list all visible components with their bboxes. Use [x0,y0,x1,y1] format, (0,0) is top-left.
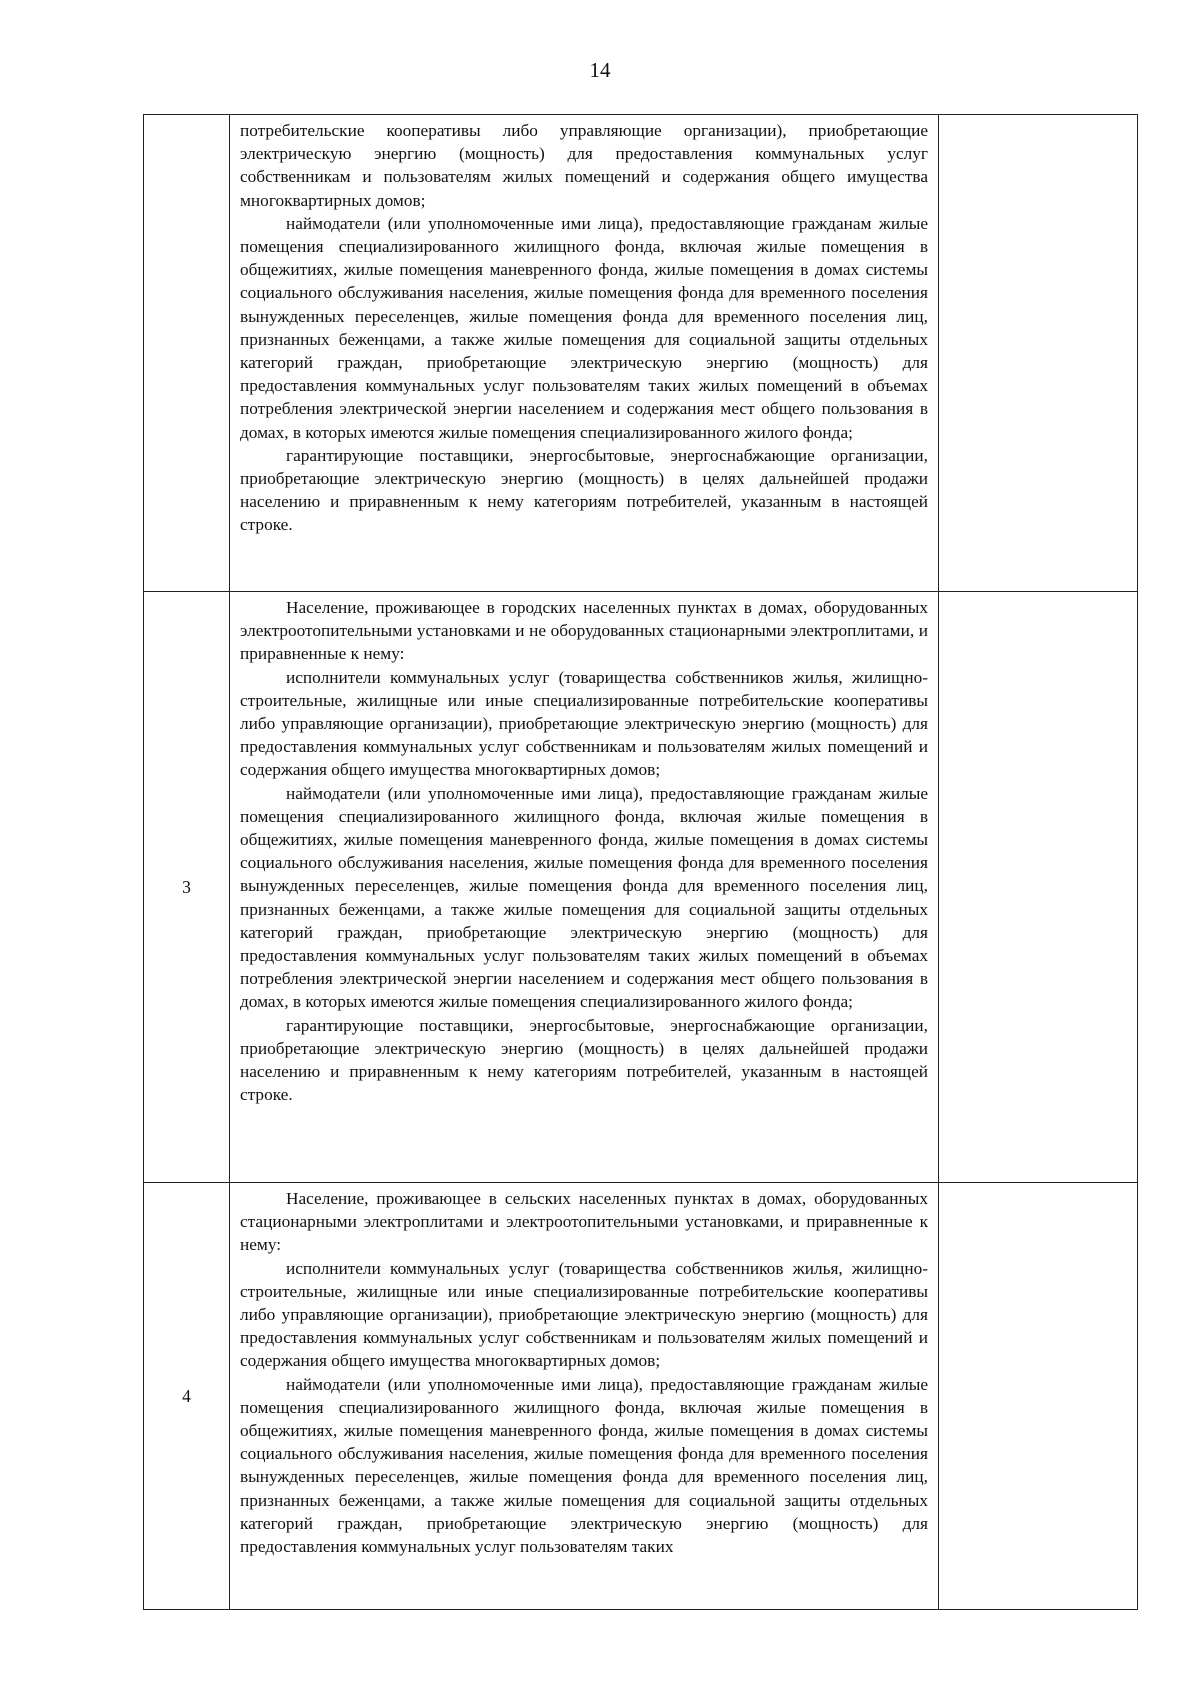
description-cell [230,592,939,1183]
paragraph: потребительские кооперативы либо управляющие организации), приобретающие электрическую энергию (мощность) для предоставления коммунальных услуг собственникам и пользователям жилых помещений и содержания общего имущества многоквартирных домов; [240,121,928,210]
row-number-cell [144,115,230,592]
paragraph: наймодатели (или уполномоченные ими лица), предоставляющие гражданам жилые помещения специализированного жилищного фонда, включая жилые помещения в общежитиях, жилые помещения маневренного фонда, жилые помещения в домах системы социального обслуживания населения, жилые помещения фонда для временного поселения вынужденных переселенцев, жилые помещения фонда для временного поселения лиц, признанных беженцами, а также жилые помещения для социальной защиты отдельных категорий граждан, приобретающие электрическую энергию (мощность) для предоставления коммунальных услуг пользователям таких [240,1374,928,1557]
value-cell [939,1183,1138,1610]
paragraph: гарантирующие поставщики, энергосбытовые, энергоснабжающие организации, приобретающие электрическую энергию (мощность) в целях дальнейшей продажи населению и приравненным к нему категориям потребителей, указанным в настоящей строке. [240,1015,928,1105]
row-number-cell: 3 [144,592,230,1183]
table-row [144,115,1138,592]
description-cell [230,1183,939,1610]
paragraph: Население, проживающее в сельских населенных пунктах в домах, оборудованных стационарными электроплитами и электроотопительными установками, и приравненные к нему: [240,1189,928,1255]
table-row [144,592,1138,1183]
paragraph: наймодатели (или уполномоченные ими лица), предоставляющие гражданам жилые помещения специализированного жилищного фонда, включая жилые помещения в общежитиях, жилые помещения маневренного фонда, жилые помещения в домах системы социального обслуживания населения, жилые помещения фонда для временного поселения вынужденных переселенцев, жилые помещения фонда для временного поселения лиц, признанных беженцами, а также жилые помещения для социальной защиты отдельных категорий граждан, приобретающие электрическую энергию (мощность) для предоставления коммунальных услуг пользователям таких жилых помещений в объемах потребления электрической энергии населением и содержания мест общего пользования в домах, в которых имеются жилые помещения специализированного жилого фонда; [240,783,928,1012]
paragraph: Население, проживающее в городских населенных пунктах в домах, оборудованных электроотопительными установками и не оборудованных стационарными электроплитами, и приравненные к нему: [240,598,928,664]
table-row [144,1183,1138,1610]
description-cell [230,115,939,592]
value-cell [939,592,1138,1183]
value-cell [939,115,1138,592]
row-number-cell: 4 [144,1183,230,1610]
paragraph: наймодатели (или уполномоченные ими лица), предоставляющие гражданам жилые помещения специализированного жилищного фонда, включая жилые помещения в общежитиях, жилые помещения маневренного фонда, жилые помещения в домах системы социального обслуживания населения, жилые помещения фонда для временного поселения вынужденных переселенцев, жилые помещения фонда для временного поселения лиц, признанных беженцами, а также жилые помещения для социальной защиты отдельных категорий граждан, приобретающие электрическую энергию (мощность) для предоставления коммунальных услуг пользователям таких жилых помещений в объемах потребления электрической энергии населением и содержания мест общего пользования в домах, в которых имеются жилые помещения специализированного жилого фонда; [240,213,928,442]
tariff-table [143,114,1138,1610]
paragraph: исполнители коммунальных услуг (товарищества собственников жилья, жилищно-строительные, жилищные или иные специализированные потребительские кооперативы либо управляющие организации), приобретающие электрическую энергию (мощность) для предоставления коммунальных услуг собственникам и пользователям жилых помещений и содержания общего имущества многоквартирных домов; [240,667,928,780]
paragraph: исполнители коммунальных услуг (товарищества собственников жилья, жилищно-строительные, жилищные или иные специализированные потребительские кооперативы либо управляющие организации), приобретающие электрическую энергию (мощность) для предоставления коммунальных услуг собственникам и пользователям жилых помещений и содержания общего имущества многоквартирных домов; [240,1258,928,1371]
paragraph: гарантирующие поставщики, энергосбытовые, энергоснабжающие организации, приобретающие электрическую энергию (мощность) в целях дальнейшей продажи населению и приравненным к нему категориям потребителей, указанным в настоящей строке. [240,445,928,535]
page-number: 14 [589,58,611,82]
